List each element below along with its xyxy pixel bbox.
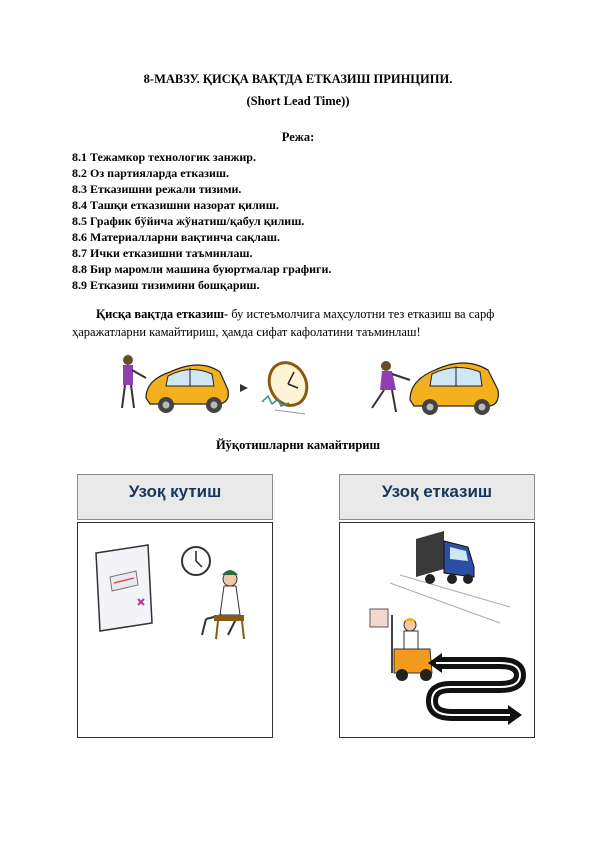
section-heading: Йўқотишларни камайтириш: [215, 438, 381, 452]
winding-arrow-icon: [428, 653, 522, 725]
plan-item: 8.8 Бир маромли машина буюртмалар графиги.: [72, 262, 332, 276]
arrow-icon: [240, 384, 248, 392]
plan-item: 8.1 Тежамкор технологик занжир.: [72, 150, 256, 164]
plan-heading: Режа:: [281, 130, 315, 144]
definition-term: Қисқа вақтда етказиш-: [96, 307, 229, 321]
plan-item: 8.7 Ички етказишни таъминлаш.: [72, 246, 253, 260]
long-delivery-panel: [339, 522, 535, 738]
plan-item: 8.2 Оз партияларда етказиш.: [72, 166, 230, 180]
plan-item: 8.4 Ташқи етказишни назорат қилиш.: [72, 198, 279, 212]
plan-item: 8.5 График бўйича жўнатиш/қабул қилиш.: [72, 214, 305, 228]
page-subtitle: (Short Lead Time)): [246, 94, 350, 108]
long-delivery-header: Узоқ етказиш: [339, 474, 535, 520]
car-icon: [410, 363, 498, 415]
waiting-man-icon: [202, 570, 244, 639]
long-wait-panel: [77, 522, 273, 738]
truck-icon: [390, 531, 510, 623]
page-title: 8-МАВЗУ. ҚИСҚА ВАҚТДА ЕТКАЗИШ ПРИНЦИПИ.: [143, 72, 453, 86]
plan-item: 8.9 Етказиш тизимини бошқариш.: [72, 278, 260, 292]
wall-clock-icon: [182, 547, 210, 575]
waiting-woman-icon: [122, 355, 146, 408]
lead-time-illustration: [110, 350, 510, 420]
pushing-woman-icon: [372, 361, 410, 412]
definition-text: бу истеъмолчига маҳсулотни тез етказиш ва сарф ҳаражатларни камайтириш, ҳамда сифат кафолатини таъминлаш!: [72, 307, 495, 339]
definition-paragraph: [72, 306, 524, 341]
long-wait-header: Узоқ кутиш: [77, 474, 273, 520]
plan-item: 8.6 Материалларни вақтинча сақлаш.: [72, 230, 281, 244]
plan-item: 8.3 Етказишни режали тизими.: [72, 182, 242, 196]
forklift-icon: [370, 609, 432, 681]
broken-clock-icon: [262, 356, 314, 414]
car-icon: [146, 365, 228, 413]
door-icon: [96, 545, 152, 631]
